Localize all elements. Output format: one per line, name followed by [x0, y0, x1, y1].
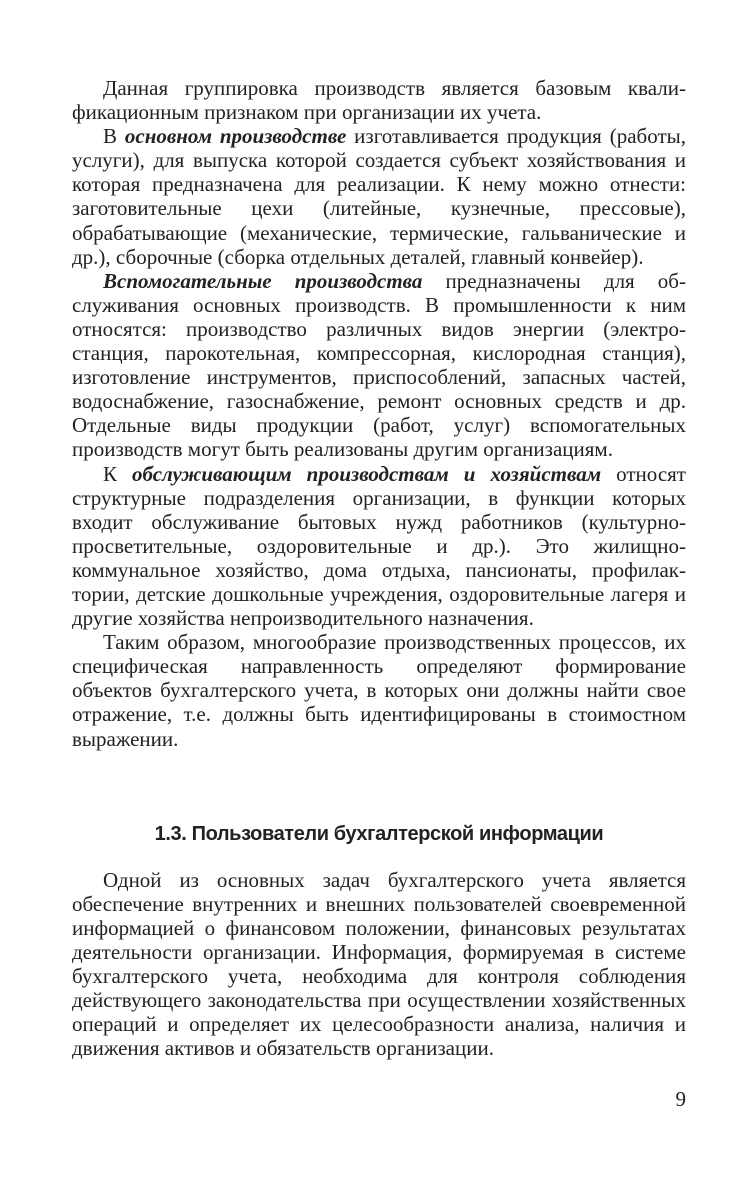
- paragraph-text: Одной из основных задач бухгалтерского учета является обеспечение внутренних и внешних пользователей своевременной информацией о финансовом положении, финансовых результатах деятельности организации. Информация, формируемая в системе бухгалтерского учета, необходима для контроля соблюдения действующего законодательства при осуществлении хозяйственных операций и определяет их целесообразности анализа, наличия и движения активов и обязательств организации.: [72, 867, 686, 1061]
- term-service-production: обслуживающим производствам и хозяйствам: [132, 461, 602, 486]
- paragraph: [72, 630, 686, 750]
- paragraph-text: В: [103, 124, 125, 149]
- page-number: 9: [675, 1087, 686, 1111]
- paragraph: [72, 76, 686, 124]
- paragraph-text: Данная группировка производств является базовым квалификационным признаком при организации их учета.: [72, 76, 686, 125]
- paragraph-text: относят структурные подразделения организации, в функции которых входит обслуживание бытовых нужд работников (культурно-просветительные, оздоровительные и др.). Это жилищно-коммунальное хозяйство, дома отдыха, пансионаты, профилактории, детские дошкольные учреждения, оздоровительные лагеря и другие хозяйства непроизводительного назначения.: [72, 461, 686, 631]
- paragraph: [72, 269, 686, 462]
- section-title: 1.3. Пользователи бухгалтерской информации: [154, 822, 604, 845]
- paragraph: [72, 462, 686, 631]
- paragraph-text: изготавливается продукция (работы, услуги), для выпуска которой создается субъект хозяйствования и которая предназначена для реализации. К нему можно отнести: заготовительные цехи (литейные, кузнечные, прессовые), обрабатывающие (механические, термические, гальванические и др.), сборочные (сборка отдельных деталей, главный конвейер).: [72, 124, 686, 269]
- paragraph-text: предназначены для обслуживания основных производств. В промышленности к ним относятся: производство различных видов энергии (электростанция, парокотельная, компрессорная, кислородная станция), изготовление инструментов, приспособлений, запасных частей, водоснабжение, газоснабжение, ремонт основных средств и др. Отдельные виды продукции (работ, услуг) вспомогательных производств могут быть реализованы другим организациям.: [72, 268, 686, 462]
- paragraph: [72, 124, 686, 269]
- term-main-production: основном производстве: [124, 124, 347, 149]
- page-body: [72, 76, 686, 1060]
- paragraph-text: Таким образом, многообразие производственных процессов, их специфическая направленность определяют формирование объектов бухгалтерского учета, в которых они должны найти свое отражение, т.е. должны быть идентифицированы в стоимостном выражении.: [72, 630, 686, 751]
- term-auxiliary-production: Вспомогательные производства: [103, 268, 423, 293]
- paragraph-text: К: [103, 461, 133, 486]
- section-paragraph: [72, 868, 686, 1061]
